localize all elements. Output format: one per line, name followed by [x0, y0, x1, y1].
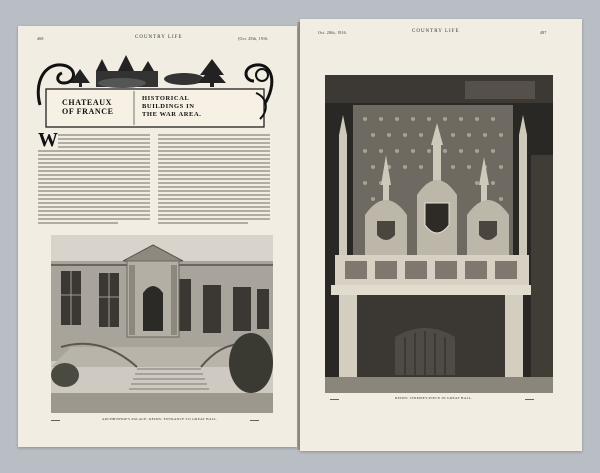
title-line-1: CHATEAUX — [62, 98, 112, 107]
photo-credit-left: ▬▬▬ — [51, 418, 60, 422]
left-magazine-title: COUNTRY LIFE — [135, 35, 183, 40]
masthead-ornament — [34, 53, 278, 131]
article-subtitle — [142, 95, 202, 119]
right-date: Oct. 28th, 1916. — [318, 30, 348, 35]
photo-credit-right-mark: ▬▬▬ — [250, 418, 259, 422]
photo-credit-right-left-mark: ▬▬▬ — [330, 397, 339, 401]
caption-palace-entrance: ARCHBISHOP'S PALACE, REIMS: ENTRANCE TO GREAT HALL. — [102, 417, 218, 421]
photo-palace-entrance — [51, 235, 273, 413]
body-column-left — [38, 132, 150, 228]
article-title — [62, 98, 114, 116]
caption-chimney-piece: REIMS: CHIMNEY-PIECE IN GREAT HALL. — [395, 396, 473, 400]
body-text-lines-left — [38, 132, 150, 228]
right-magazine-title: COUNTRY LIFE — [412, 29, 460, 34]
subtitle-line-3: THE WAR AREA. — [142, 111, 202, 118]
palace-entrance-image — [51, 235, 273, 413]
left-folio: 468 — [37, 36, 44, 41]
subtitle-line-2: BUILDINGS IN — [142, 103, 195, 110]
left-date: [Oct. 28th, 1916. — [238, 36, 269, 41]
photo-credit-right-right-mark: ▬▬▬ — [525, 397, 534, 401]
chimney-piece-image — [325, 75, 553, 393]
right-folio: 487 — [540, 30, 547, 35]
drop-cap: W — [38, 132, 58, 151]
photo-chimney-piece — [325, 75, 553, 393]
body-text-lines-right — [158, 132, 270, 228]
subtitle-line-1: HISTORICAL — [142, 95, 190, 102]
body-column-right — [158, 132, 270, 228]
title-line-2: OF FRANCE — [62, 107, 114, 116]
article-masthead — [34, 53, 278, 131]
